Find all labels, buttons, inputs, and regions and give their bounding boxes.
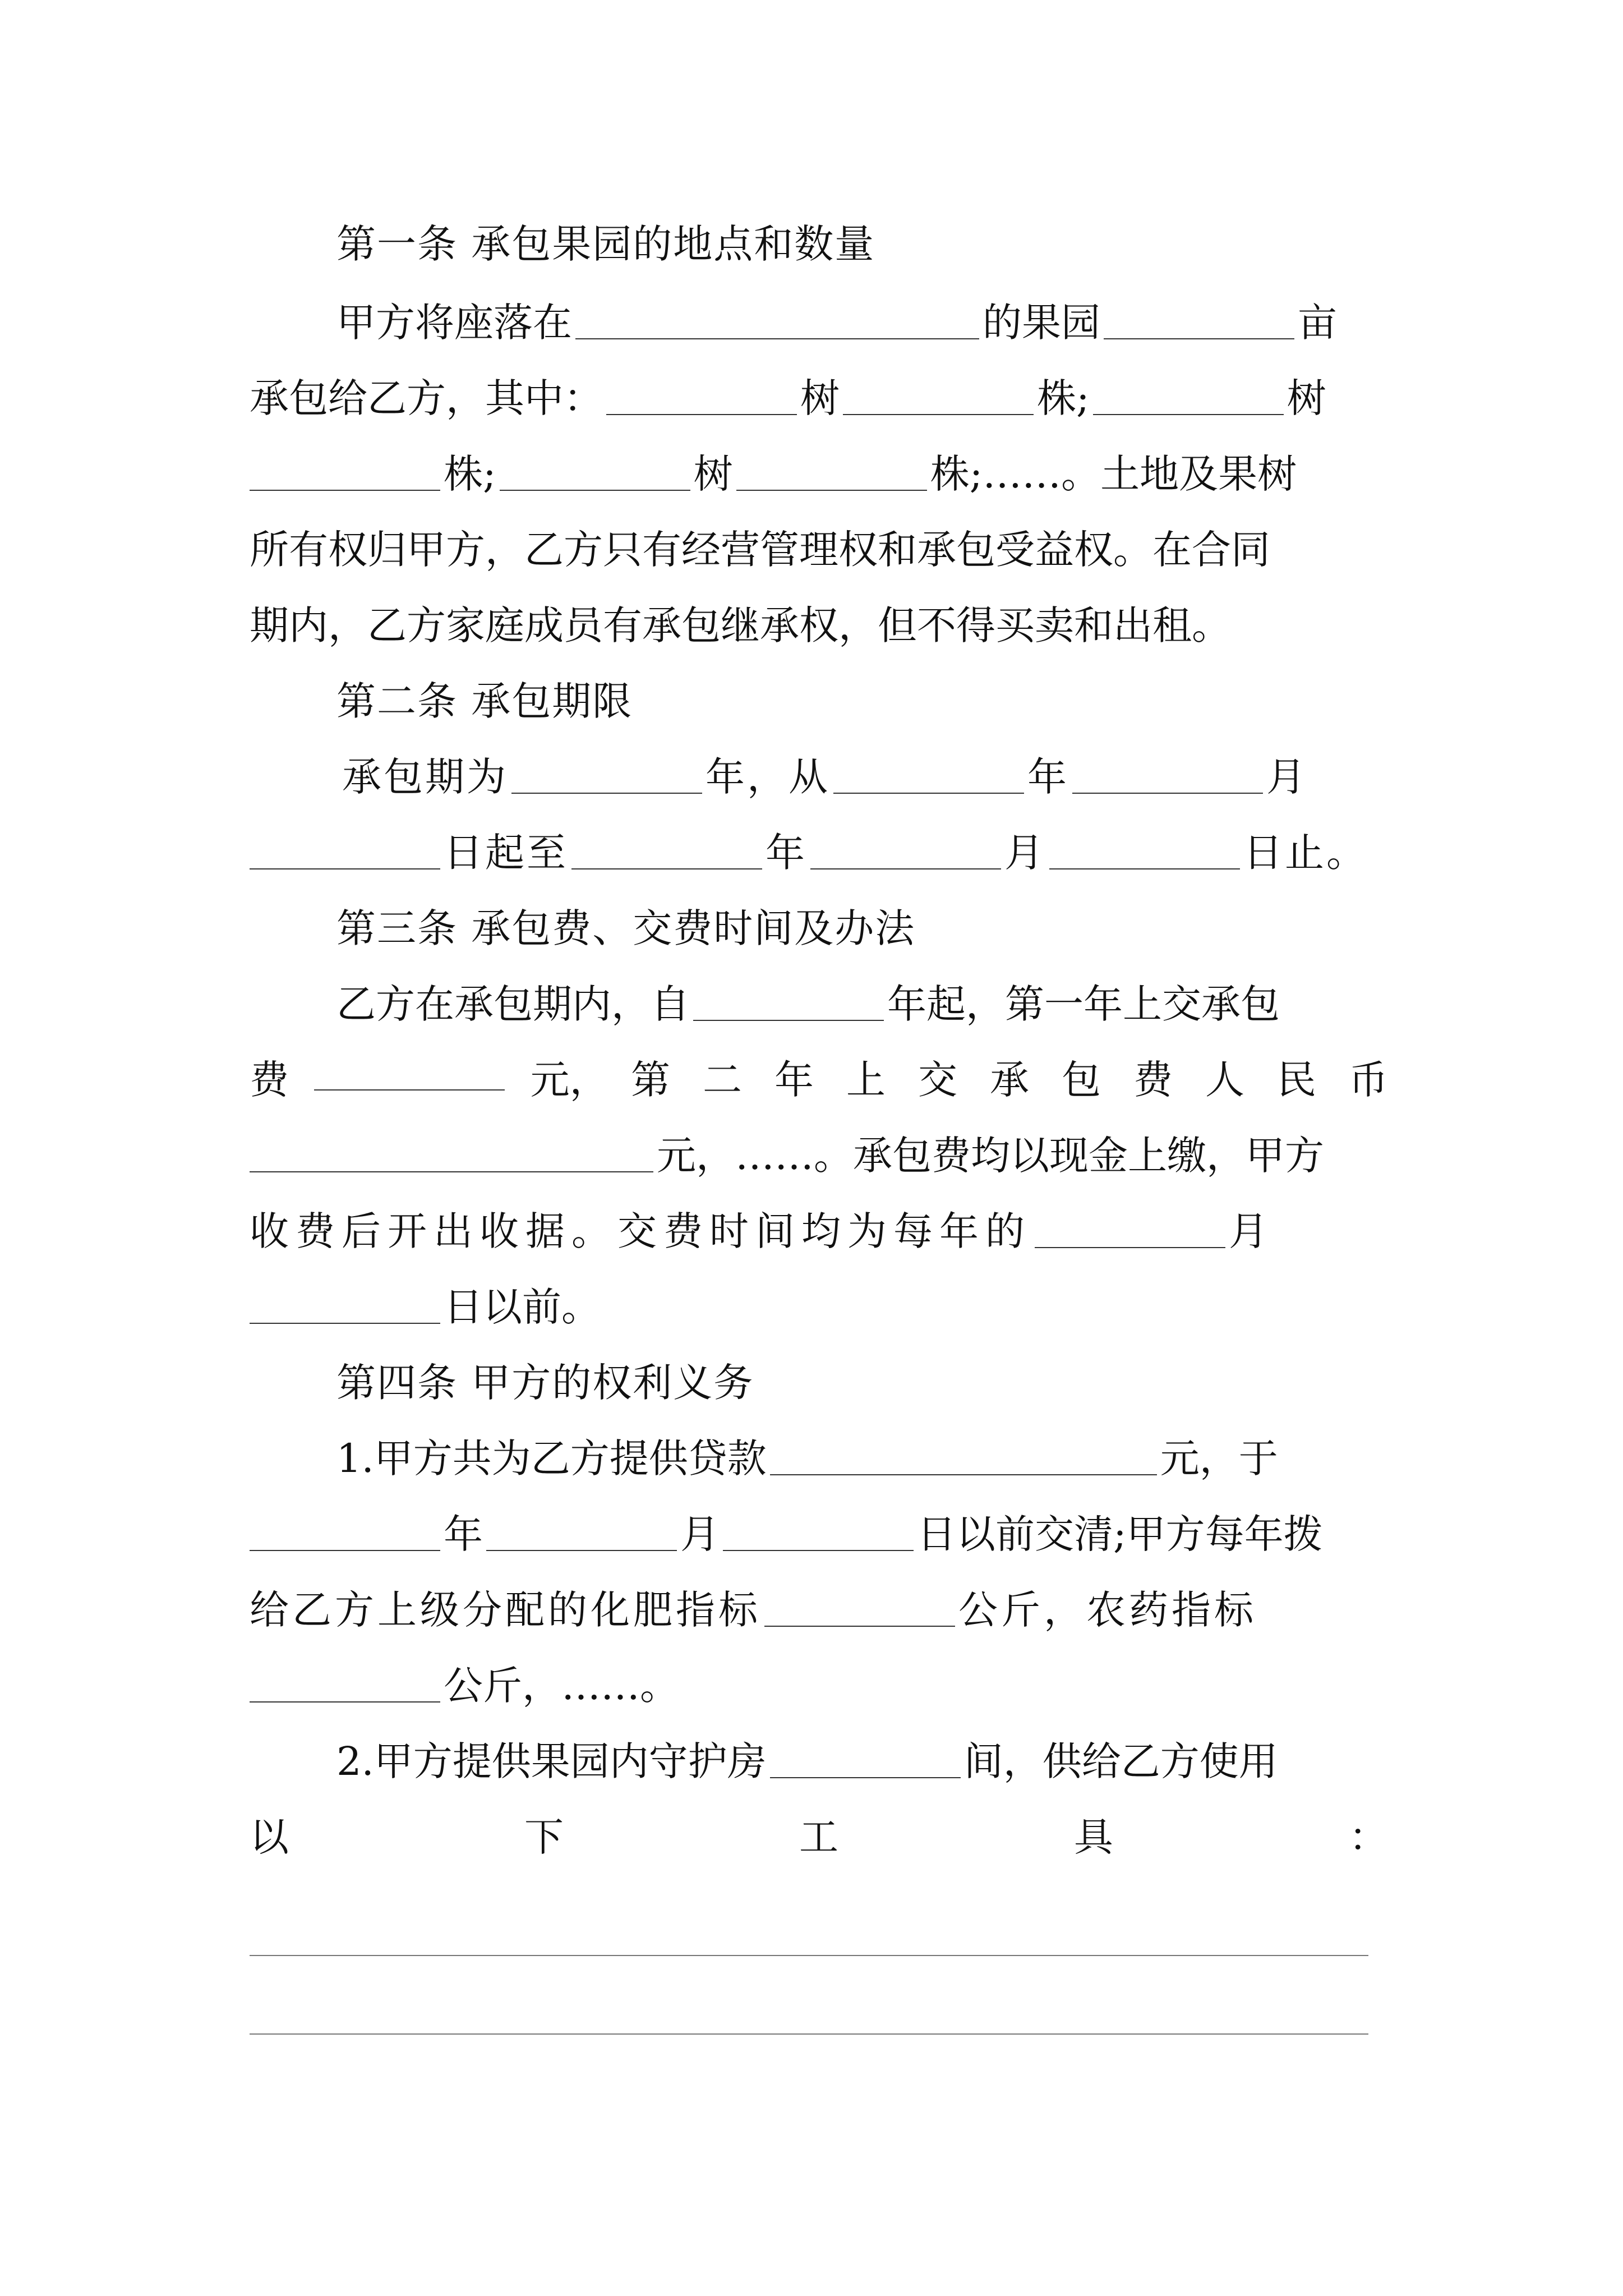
article4-heading: 第四条 甲方的权利义务 bbox=[336, 1360, 754, 1406]
text: 给乙方上级分配的化肥指标 bbox=[250, 1587, 761, 1633]
text: 日以前交清;甲方每年拨 bbox=[917, 1511, 1323, 1557]
blank-start-day[interactable] bbox=[250, 868, 440, 869]
text: 2.甲方提供果园内守护房 bbox=[336, 1738, 767, 1784]
blank-loan-year[interactable] bbox=[250, 1550, 440, 1551]
text: 间，供给乙方使用 bbox=[963, 1738, 1278, 1784]
blank-start-month[interactable] bbox=[1072, 793, 1263, 794]
text: 亩 bbox=[1298, 300, 1337, 346]
text: 年起，第一年上交承包 bbox=[887, 981, 1280, 1027]
article2-line1 bbox=[342, 738, 1388, 816]
blank-pay-day[interactable] bbox=[250, 1323, 440, 1324]
text: 月 bbox=[1266, 754, 1308, 800]
text: 元， bbox=[530, 1057, 609, 1103]
text: 月 bbox=[680, 1511, 720, 1557]
blank-end-day[interactable] bbox=[1049, 868, 1240, 869]
blank-loan-month[interactable] bbox=[486, 1550, 677, 1551]
blank-location[interactable] bbox=[575, 338, 979, 339]
blank-tree-count[interactable] bbox=[736, 490, 927, 491]
blank-second-year-fee[interactable] bbox=[250, 1171, 653, 1172]
text: ： bbox=[1349, 1814, 1388, 1860]
blank-tree-type[interactable] bbox=[500, 490, 690, 491]
blank-tree-type[interactable] bbox=[1093, 414, 1284, 415]
article4-item2-line2 bbox=[250, 1798, 1388, 1876]
text: 第二年上交承包费人民币 bbox=[630, 1057, 1421, 1103]
blank-area[interactable] bbox=[1104, 338, 1294, 339]
text: 树 bbox=[800, 375, 840, 421]
text: 月 bbox=[1004, 830, 1046, 876]
article4-item1-line3 bbox=[250, 1571, 1388, 1649]
text: 公斤，……。 bbox=[444, 1663, 679, 1709]
text: 树 bbox=[693, 451, 733, 497]
text: 公斤，农药指标 bbox=[958, 1587, 1257, 1633]
article1-line4: 所有权归甲方，乙方只有经营管理权和承包受益权。在合同 bbox=[250, 527, 1270, 573]
text: 日止。 bbox=[1243, 830, 1368, 876]
article3-heading: 第三条 承包费、交费时间及办法 bbox=[336, 905, 916, 951]
blank-tree-count[interactable] bbox=[843, 414, 1034, 415]
article3-line5 bbox=[250, 1268, 1388, 1346]
text: 的果园 bbox=[983, 300, 1100, 346]
text: 元，于 bbox=[1160, 1435, 1278, 1481]
blank-first-year-fee[interactable] bbox=[314, 1089, 505, 1091]
text: 株; bbox=[444, 451, 496, 497]
blank-tree-count[interactable] bbox=[250, 490, 440, 491]
text: 年 bbox=[1027, 754, 1069, 800]
blank-rooms[interactable] bbox=[770, 1777, 961, 1778]
blank-tree-type[interactable] bbox=[606, 414, 797, 415]
article1-line1 bbox=[336, 283, 1388, 362]
text: 年 bbox=[444, 1511, 483, 1557]
text: 甲方将座落在 bbox=[336, 300, 572, 346]
article4-item1-line2 bbox=[250, 1495, 1388, 1573]
text: 承包期为 bbox=[342, 754, 508, 800]
tools-blank-line-2[interactable] bbox=[250, 2033, 1368, 2035]
text: 费 bbox=[250, 1057, 289, 1103]
blank-end-year[interactable] bbox=[571, 868, 762, 869]
text: 日以前。 bbox=[444, 1284, 601, 1330]
blank-end-month[interactable] bbox=[810, 868, 1001, 869]
blank-years[interactable] bbox=[511, 793, 702, 794]
article1-line3 bbox=[250, 435, 1388, 513]
blank-fertilizer[interactable] bbox=[764, 1626, 955, 1627]
text: 下 bbox=[524, 1814, 564, 1860]
text: 日起至 bbox=[444, 830, 568, 876]
article1-line2 bbox=[250, 359, 1388, 438]
article1-line5: 期内，乙方家庭成员有承包继承权，但不得买卖和出租。 bbox=[250, 602, 1231, 648]
text: 年，从 bbox=[706, 754, 830, 800]
text: 乙方在承包期内，自 bbox=[336, 981, 690, 1027]
text: 工 bbox=[799, 1814, 838, 1860]
article4-item1-line4 bbox=[250, 1646, 1388, 1725]
article3-line2 bbox=[250, 1041, 1421, 1119]
tools-blank-line-1[interactable] bbox=[250, 1955, 1368, 1956]
text: 具 bbox=[1074, 1814, 1113, 1860]
blank-start-year[interactable] bbox=[833, 793, 1024, 794]
text: 月 bbox=[1229, 1208, 1275, 1254]
article2-line2 bbox=[250, 813, 1388, 892]
article3-line3 bbox=[250, 1116, 1388, 1195]
text: 株; bbox=[1037, 375, 1090, 421]
article2-heading: 第二条 承包期限 bbox=[336, 678, 633, 724]
text: 株;……。土地及果树 bbox=[930, 451, 1297, 497]
blank-pesticide[interactable] bbox=[250, 1701, 440, 1703]
text: 年 bbox=[766, 830, 807, 876]
blank-loan-amount[interactable] bbox=[770, 1474, 1157, 1475]
blank-pay-month[interactable] bbox=[1035, 1247, 1225, 1248]
blank-start-year[interactable] bbox=[693, 1020, 884, 1021]
blank-loan-day[interactable] bbox=[723, 1550, 914, 1551]
article4-item1-line1 bbox=[336, 1419, 1388, 1498]
text: 承包给乙方，其中： bbox=[250, 375, 603, 421]
article4-item2-line1 bbox=[336, 1722, 1388, 1801]
text: 树 bbox=[1287, 375, 1326, 421]
text: 以 bbox=[250, 1814, 289, 1860]
article3-line1 bbox=[336, 965, 1388, 1043]
text: 元，……。承包费均以现金上缴，甲方 bbox=[657, 1133, 1324, 1179]
text: 收费后开出收据。交费时间均为每年的 bbox=[250, 1208, 1031, 1254]
article1-heading: 第一条 承包果园的地点和数量 bbox=[336, 221, 875, 267]
text: 1.甲方共为乙方提供贷款 bbox=[336, 1435, 767, 1481]
article3-line4 bbox=[250, 1192, 1388, 1271]
